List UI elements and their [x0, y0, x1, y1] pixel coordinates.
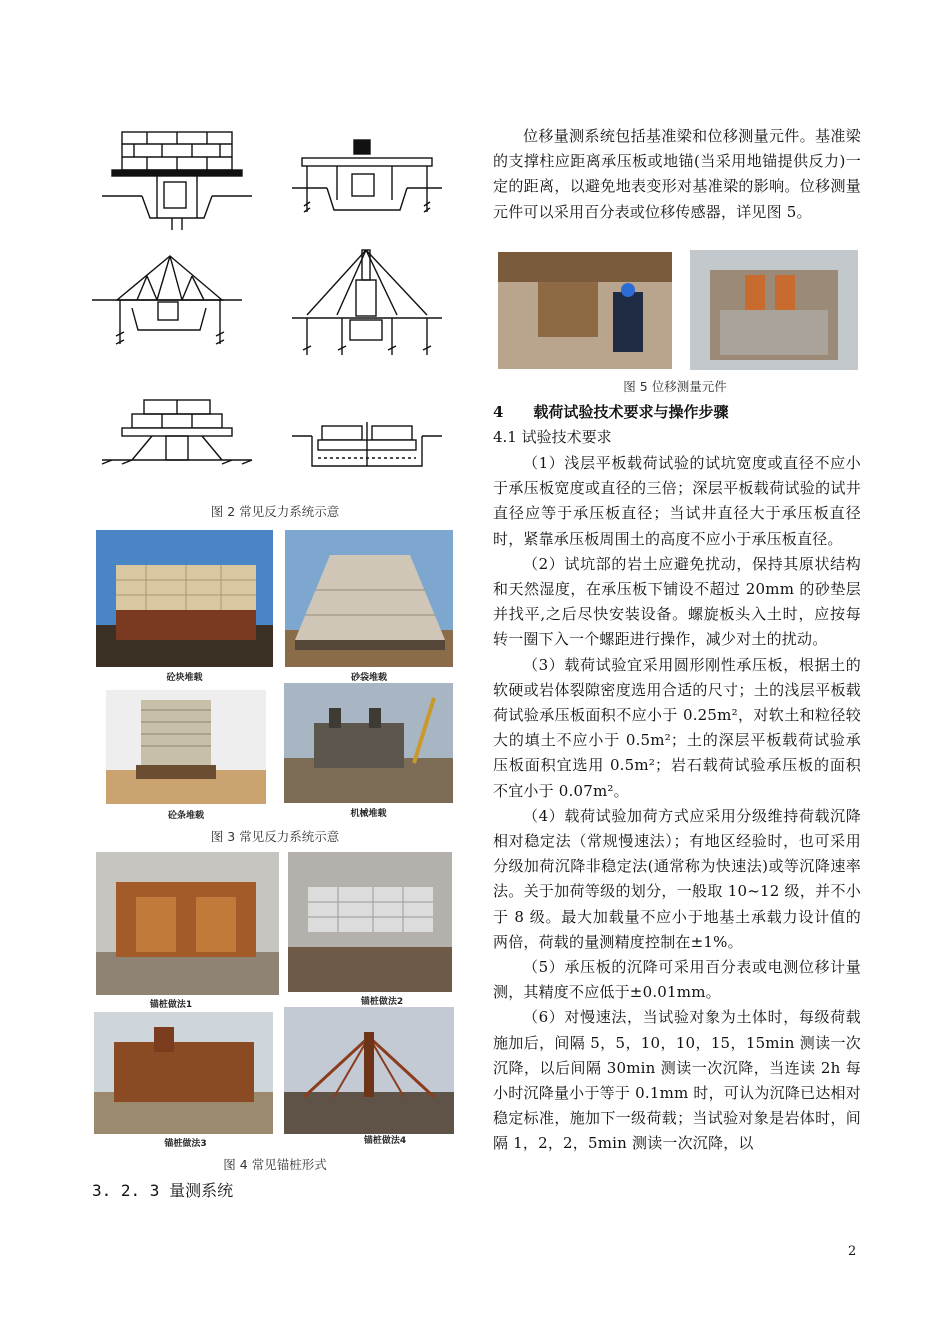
photo-sandbag-stack	[285, 530, 453, 667]
label-anchor-1: 锚桩做法1	[149, 1000, 193, 1010]
photo-anchor-pile-1	[96, 852, 279, 995]
figure-5-caption: 图 5 位移测量元件	[623, 379, 727, 394]
requirement-6: （6）对慢速法，当试验对象为土体时，每级荷载施加后，间隔 5，5，10，10，15，15min 测读一次沉降，以后间隔 30min 测读一次沉降，当连读 2h 每小时沉降量小于等于 0.1mm 时，可认为沉降已达相对稳定标准，施加下一级荷载；当试验对象是岩体时，间隔 1，2，2，5min 测读一次沉降，以	[493, 1008, 861, 1153]
photo-concrete-block-stack	[96, 530, 273, 667]
diagram-cable-anchor	[292, 250, 442, 355]
label-anchor-2: 锚桩做法2	[360, 997, 404, 1007]
diagram-slab-stack	[102, 400, 252, 464]
diagram-brick-stack	[102, 132, 252, 230]
figure-4-caption: 图 4 常见锚桩形式	[223, 1157, 327, 1172]
page-number: 2	[848, 1244, 857, 1259]
photo-anchor-pile-3	[94, 1012, 273, 1134]
requirement-1: （1）浅层平板载荷试验的试坑宽度或直径不应小于承压板宽度或直径的三倍；深层平板载荷试验的试井直径应等于承压板直径；当试井直径大于承压板直径时，紧靠承压板周围土的高度不应小于承压板直径。	[493, 454, 861, 548]
figure-3-caption: 图 3 常见反力系统示意	[210, 829, 340, 844]
requirement-3: （3）载荷试验宜采用圆形刚性承压板，根据土的软硬或岩体裂隙密度选用合适的尺寸；土的浅层平板载荷试验承压板面积不应小于 0.25m²，对软土和粒径较大的填土不应小于 0.5m²；土的深层平板载荷试验承压板面积宜选用 0.5m²；岩石载荷试验承压板的面积不宜小于 0.07m²。	[493, 655, 861, 800]
diagram-truss	[92, 256, 242, 344]
photo-anchor-pile-4	[284, 1007, 454, 1134]
figure-2-diagrams	[92, 122, 452, 502]
photo-anchor-pile-2	[288, 852, 452, 992]
diagram-pit-blocks	[292, 422, 442, 466]
figure-2-caption: 图 2 常见反力系统示意	[210, 504, 340, 519]
requirement-2: （2）试坑部的岩土应避免扰动，保持其原状结构和天然湿度，在承压板下铺设不超过 20mm 的砂垫层并找平,之后尽快安装设备。螺旋板头入土时，应按每转一圈下入一个螺距进行操作，减少对土的扰动。	[493, 554, 861, 649]
photo-machine-load	[284, 683, 453, 803]
intro-block	[493, 124, 861, 225]
label-machine: 机械堆载	[350, 809, 387, 819]
requirement-5: （5）承压板的沉降可采用百分表或电测位移计量测，其精度不应低于±0.01mm。	[493, 958, 861, 1002]
requirements-list	[493, 451, 861, 1157]
label-sandbag: 砂袋堆载	[350, 673, 387, 683]
photo-concrete-strip-stack	[106, 690, 266, 804]
section-4-1-heading: 4.1 试验技术要求	[493, 428, 612, 446]
intro-paragraph: 位移量测系统包括基准梁和位移测量元件。基准梁的支撑柱应距离承压板或地锚(当采用地锚提供反力)一定的距离，以避免地表变形对基准梁的影响。位移测量元件可以采用百分表或位移传感器，详见图 5。	[493, 127, 861, 221]
section-3-2-3-heading: 3. 2. 3 量测系统	[92, 1181, 234, 1200]
section-4-heading: 4 载荷试验技术要求与操作步骤	[493, 403, 729, 421]
diagram-beam-anchors	[292, 140, 442, 212]
photo-displacement-1	[498, 252, 672, 369]
photo-displacement-2	[690, 250, 858, 370]
requirement-4: （4）载荷试验加荷方式应采用分级维持荷载沉降相对稳定法（常规慢速法）；有地区经验时，也可采用分级加荷沉降非稳定法(通常称为快速法)或等沉降速率法。关于加荷等级的划分，一般取 10~12 级，并不小于 8 级。最大加载量不应小于地基土承载力设计值的两倍，荷载的量测精度控制在±1%。	[493, 806, 861, 951]
label-concrete-block: 砼块堆载	[166, 673, 203, 683]
label-anchor-3: 锚桩做法3	[164, 1139, 207, 1149]
label-concrete-strip: 砼条堆载	[167, 811, 204, 821]
label-anchor-4: 锚桩做法4	[363, 1136, 407, 1146]
